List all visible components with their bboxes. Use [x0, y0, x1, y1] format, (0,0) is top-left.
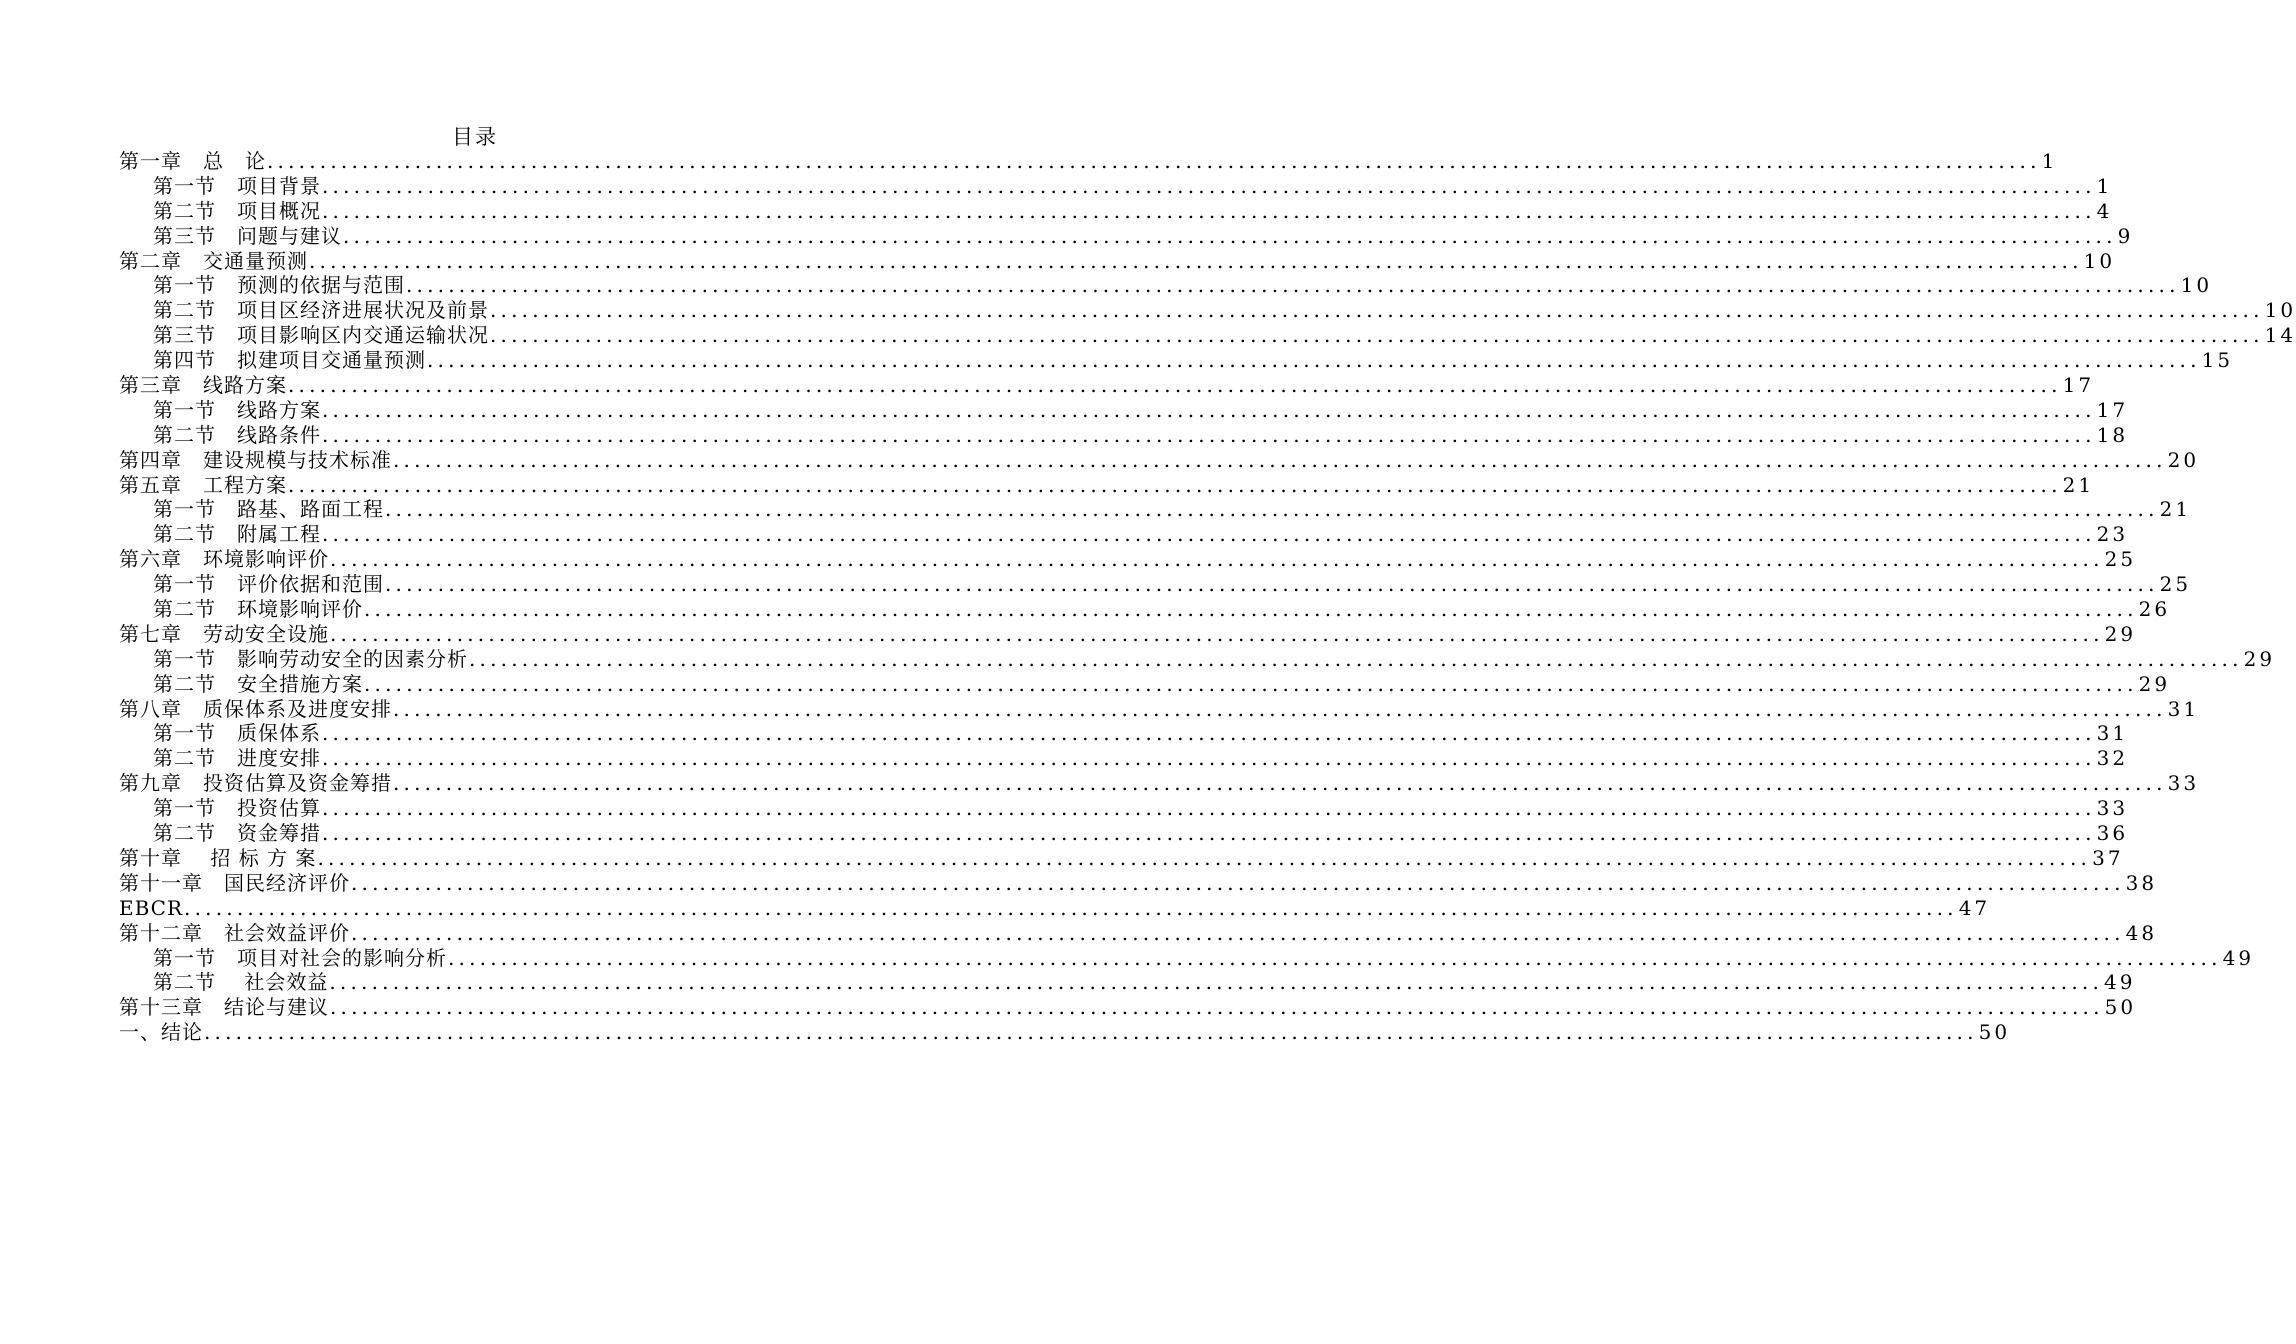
toc-dot-leader	[184, 896, 1958, 921]
toc-dot-leader	[406, 273, 2180, 298]
toc-page-number: 36	[2096, 821, 2129, 846]
toc-dot-leader	[322, 821, 2096, 846]
toc-entry-label: EBCR	[119, 895, 184, 920]
toc-dot-leader	[351, 871, 2125, 896]
toc-page-number: 23	[2096, 522, 2129, 547]
toc-entry-label: 第四节 拟建项目交通量预测	[153, 348, 426, 373]
toc-dot-leader	[393, 448, 2167, 473]
toc-page-number: 31	[2167, 696, 2200, 721]
toc-dot-leader	[322, 522, 2096, 547]
toc-page-number: 20	[2167, 447, 2200, 472]
toc-dot-leader	[385, 497, 2159, 522]
toc-page-number: 9	[2117, 223, 2134, 248]
toc-dot-leader	[322, 398, 2096, 423]
toc-page-number: 14	[2264, 323, 2296, 348]
toc-page-number: 18	[2096, 422, 2129, 447]
toc-entry-label: 第一节 投资估算	[153, 796, 321, 821]
toc-dot-leader	[343, 224, 2117, 249]
toc-page-number: 47	[1958, 895, 1991, 920]
toc-dot-leader	[322, 423, 2096, 448]
toc-entry-chapter[interactable]	[119, 621, 2137, 647]
toc-dot-leader	[309, 249, 2083, 274]
toc-page-number: 29	[2243, 646, 2276, 671]
toc-page-number: 10	[2264, 298, 2296, 323]
toc-page-number: 29	[2138, 671, 2171, 696]
toc-page-number: 17	[2096, 397, 2129, 422]
toc-dot-leader	[322, 721, 2096, 746]
toc-entry-label: 第二节 附属工程	[153, 522, 321, 547]
toc-page-number: 25	[2104, 547, 2137, 572]
toc-entry-label: 第八章 质保体系及进度安排	[119, 696, 392, 721]
toc-page-number: 15	[2201, 348, 2234, 373]
toc-entry-label: 第二章 交通量预测	[119, 248, 308, 273]
toc-dot-leader	[364, 672, 2138, 697]
toc-entry-section[interactable]	[119, 273, 2213, 298]
toc-entry-section[interactable]	[119, 522, 2129, 547]
table-of-contents	[119, 149, 2296, 1045]
toc-entry-section[interactable]	[119, 821, 2129, 846]
toc-entry-label: 第五章 工程方案	[119, 472, 287, 497]
toc-page-number: 17	[2062, 373, 2095, 398]
toc-entry-label: 第十二章 社会效益评价	[119, 920, 350, 945]
toc-entry-label: 第七章 劳动安全设施	[119, 621, 329, 646]
toc-page-number: 49	[2222, 945, 2255, 970]
toc-entry-section[interactable]	[119, 597, 2171, 622]
toc-entry-label: 第一节 项目对社会的影响分析	[153, 945, 447, 970]
toc-entry-section[interactable]	[119, 397, 2129, 423]
toc-entry-label: 第二节 资金筹措	[153, 821, 321, 846]
toc-entry-label: 第一章 总 论	[119, 149, 266, 173]
toc-entry-label: 第三章 线路方案	[119, 373, 287, 398]
toc-entry-label: 第十章 招 标 方 案	[119, 845, 317, 870]
toc-entry-section[interactable]	[119, 323, 2296, 348]
toc-dot-leader	[204, 1020, 1978, 1045]
toc-dot-leader	[448, 946, 2222, 971]
toc-dot-leader	[330, 995, 2104, 1020]
toc-page-number: 32	[2096, 746, 2129, 771]
toc-entry-chapter[interactable]	[119, 149, 2058, 174]
toc-entry-label: 第一节 影响劳动安全的因素分析	[153, 646, 468, 671]
toc-entry-section[interactable]	[119, 970, 2136, 995]
toc-dot-leader	[322, 199, 2096, 224]
toc-entry-label: 第二节 环境影响评价	[153, 597, 363, 622]
toc-entry-chapter[interactable]	[119, 995, 2137, 1020]
toc-entry-label: 第二节 项目区经济进展状况及前景	[153, 298, 489, 323]
toc-entry-label: 第一节 预测的依据与范围	[153, 273, 405, 298]
toc-entry-section[interactable]	[119, 497, 2192, 522]
toc-entry-label: 第一节 路基、路面工程	[153, 497, 384, 522]
toc-entry-label: 第一节 评价依据和范围	[153, 572, 384, 597]
toc-entry-section[interactable]	[119, 945, 2255, 971]
toc-entry-label: 第十三章 结论与建议	[119, 995, 329, 1020]
toc-entry-section[interactable]	[119, 173, 2113, 199]
toc-entry-label: 第一节 项目背景	[153, 173, 321, 198]
toc-entry-section[interactable]	[119, 298, 2296, 323]
toc-entry-label: 一、结论	[119, 1020, 203, 1045]
toc-entry-label: 第六章 环境影响评价	[119, 547, 329, 572]
toc-page-number: 21	[2159, 497, 2192, 522]
toc-entry-section[interactable]	[119, 198, 2113, 224]
toc-page-number: 10	[2083, 248, 2116, 273]
toc-entry-chapter[interactable]	[119, 895, 1991, 921]
toc-dot-leader	[288, 373, 2062, 398]
toc-page-number: 25	[2159, 572, 2192, 597]
toc-page-number: 21	[2062, 472, 2095, 497]
toc-entry-label: 第一节 线路方案	[153, 397, 321, 422]
toc-dot-leader	[267, 149, 2041, 174]
toc-entry-label: 第二节 项目概况	[153, 198, 321, 223]
toc-entry-section[interactable]	[119, 348, 2234, 373]
toc-entry-chapter[interactable]	[119, 696, 2200, 722]
toc-dot-leader	[322, 746, 2096, 771]
toc-entry-chapter[interactable]	[119, 373, 2095, 398]
toc-page-number: 33	[2167, 771, 2200, 796]
toc-entry-section[interactable]	[119, 796, 2129, 821]
toc-entry-label: 第三节 问题与建议	[153, 223, 342, 248]
toc-entry-label: 第二节 线路条件	[153, 422, 321, 447]
toc-dot-leader	[322, 174, 2096, 199]
toc-page-number: 1	[2041, 149, 2058, 173]
toc-entry-chapter[interactable]	[119, 771, 2200, 796]
toc-entry-chapter[interactable]	[119, 547, 2137, 572]
toc-entry-label: 第九章 投资估算及资金筹措	[119, 771, 392, 796]
toc-entry-label: 第三节 项目影响区内交通运输状况	[153, 323, 489, 348]
toc-page-number: 26	[2138, 597, 2171, 622]
toc-dot-leader	[393, 697, 2167, 722]
toc-entry-label: 第二节 安全措施方案	[153, 671, 363, 696]
toc-page-number: 50	[2104, 995, 2137, 1020]
toc-page-number: 1	[2096, 173, 2113, 198]
toc-title: 目录	[452, 125, 498, 149]
toc-dot-leader	[364, 597, 2138, 622]
toc-entry-chapter[interactable]	[119, 1020, 2011, 1045]
toc-entry-label: 第二节 社会效益	[153, 970, 329, 995]
toc-dot-leader	[322, 796, 2096, 821]
toc-dot-leader	[288, 473, 2062, 498]
toc-entry-label: 第四章 建设规模与技术标准	[119, 447, 392, 472]
toc-entry-section[interactable]	[119, 572, 2192, 597]
toc-entry-chapter[interactable]	[119, 845, 2124, 871]
toc-entry-section[interactable]	[119, 223, 2134, 249]
toc-entry-label: 第一节 质保体系	[153, 721, 321, 746]
toc-entry-chapter[interactable]	[119, 472, 2095, 498]
toc-dot-leader	[385, 572, 2159, 597]
toc-entry-section[interactable]	[119, 422, 2129, 448]
toc-entry-chapter[interactable]	[119, 447, 2200, 473]
toc-page-number: 50	[1978, 1020, 2011, 1045]
toc-entry-label: 第二节 进度安排	[153, 746, 321, 771]
toc-dot-leader	[317, 846, 2091, 871]
toc-entry-chapter[interactable]	[119, 870, 2158, 896]
toc-page-number: 33	[2096, 796, 2129, 821]
toc-dot-leader	[490, 298, 2264, 323]
toc-page-number: 49	[2104, 970, 2136, 995]
toc-page-number: 38	[2125, 870, 2158, 895]
toc-dot-leader	[330, 547, 2104, 572]
toc-dot-leader	[469, 647, 2243, 672]
toc-dot-leader	[351, 921, 2125, 946]
toc-page-number: 31	[2096, 721, 2129, 746]
toc-entry-section[interactable]	[119, 746, 2129, 771]
toc-entry-chapter[interactable]	[119, 248, 2116, 274]
toc-page-number: 10	[2180, 273, 2213, 298]
toc-page-number: 37	[2092, 845, 2124, 870]
toc-entry-section[interactable]	[119, 646, 2276, 672]
toc-entry-section[interactable]	[119, 721, 2129, 746]
toc-entry-chapter[interactable]	[119, 920, 2158, 946]
toc-dot-leader	[490, 323, 2264, 348]
toc-entry-label: 第十一章 国民经济评价	[119, 870, 350, 895]
toc-dot-leader	[427, 348, 2201, 373]
toc-entry-section[interactable]	[119, 671, 2171, 697]
toc-dot-leader	[330, 622, 2104, 647]
toc-page-number: 4	[2096, 198, 2113, 223]
toc-page-number: 48	[2125, 920, 2158, 945]
toc-dot-leader	[329, 970, 2103, 995]
toc-dot-leader	[393, 771, 2167, 796]
toc-page-number: 29	[2104, 621, 2137, 646]
